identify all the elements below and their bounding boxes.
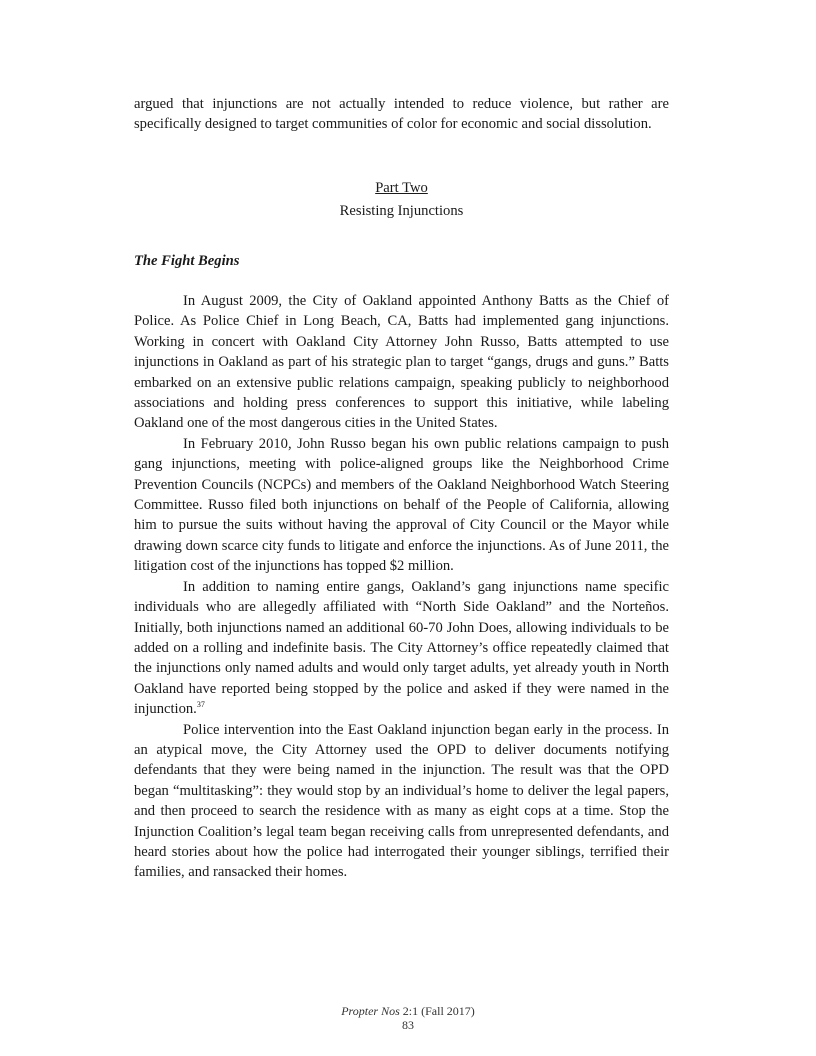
part-title: Resisting Injunctions xyxy=(339,203,464,219)
paragraph-3 xyxy=(134,577,669,720)
footnote-reference[interactable]: 37 xyxy=(196,700,205,710)
intro-paragraph xyxy=(134,94,669,135)
paragraph-1: In August 2009, the City of Oakland appointed Anthony Batts as the Chief of Police. As Police Chief in Long Beach, CA, Batts had implemented gang injunctions. Working in concert with Oakland City Attorney John Russo, Batts attempted to use injunctions in Oakland as part of his strategic plan to target “gangs, drugs and guns.” Batts embarked on an extensive public relations campaign, speaking publicly to neighborhood associations and holding press conferences to support this initiative, while labeling Oakland one of the most dangerous cities in the United States. xyxy=(134,293,669,432)
main-text xyxy=(134,291,669,883)
paragraph-3-text: In addition to naming entire gangs, Oakland’s gang injunctions name specific individuals who are allegedly affiliated with “North Side Oakland” and the Norteños. Initially, both injunctions named an additional 60-70 John Does, allowing individuals to be added on a rolling and indefinite basis. The City Attorney’s office repeatedly claimed that the injunctions only named adults and would only target adults, yet already youth in North Oakland have reported being stopped by the police and asked if they were named in the injunction. xyxy=(134,578,669,718)
page-number: 83 xyxy=(402,1018,414,1032)
footer-citation xyxy=(0,1004,816,1018)
paragraph-text: argued that injunctions are not actually intended to reduce violence, but rather are specifically designed to target communities of color for economic and social dissolution. xyxy=(134,96,669,133)
journal-issue: 2:1 (Fall 2017) xyxy=(399,1004,475,1018)
paragraph-4: Police intervention into the East Oakland injunction began early in the process. In an atypical move, the City Attorney used the OPD to deliver documents notifying defendants that they were being named in the injunction. The result was that the OPD began “multitasking”: they would stop by an individual’s home to deliver the legal papers, and then proceed to search the residence with as many as eight cops at a time. Stop the Injunction Coalition’s legal team began receiving calls from unrepresented defendants, and heard stories about how the police had interrogated their younger siblings, terrified their families, and ransacked their homes. xyxy=(134,721,669,881)
paragraph-2: In February 2010, John Russo began his own public relations campaign to push gang injunctions, meeting with police-aligned groups like the Neighborhood Crime Prevention Councils (NCPCs) and members of the Oakland Neighborhood Watch Steering Committee. Russo filed both injunctions on behalf of the People of California, allowing him to pursue the suits without having the approval of City Council or the Mayor while drawing down scarce city funds to litigate and enforce the injunctions. As of June 2011, the litigation cost of the injunctions has topped $2 million. xyxy=(134,435,669,575)
part-label: Part Two xyxy=(375,180,428,196)
section-heading: The Fight Begins xyxy=(134,253,240,269)
journal-name: Propter Nos xyxy=(341,1004,400,1018)
